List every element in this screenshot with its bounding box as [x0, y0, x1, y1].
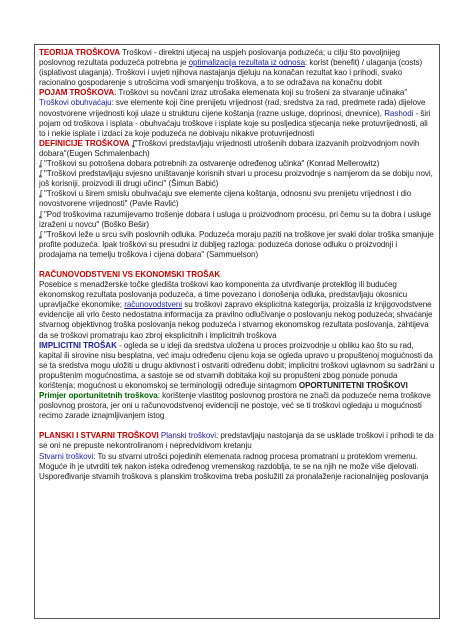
- heading-planski-stvarni: PLANSKI I STVARNI TROŠKOVI: [39, 431, 159, 441]
- body-text: - ogleda se u ideji da sredstva uložena u proces proizvodnje u obliku kao što su rad, kapital ili sirovine nisu besplatna, već imaju određenu cijenu koja se ogleda upravo u propuštenoj mogućnosti da se ta sredstva mogu uložiti u drugu aktivnost i ostvariti određenu dobit; implicitni troškovi uglavnom su sadržani u propuštenim mogućnostima, a sastoje se od stvarnih dobitaka koji su propušteni zbog ponude ponuda korištenja;: [39, 340, 435, 390]
- section-planski-stvarni: [39, 431, 435, 481]
- body-text: Troškovi - direktni utjecaj na uspjeh poslovanja poduzeća; u cilju što povoljnijeg poslovnog rezultata poduzeća potrebna je: [39, 48, 400, 68]
- heading-definicije-troskova: DEFINICIJE TROŠKOVA: [39, 138, 130, 148]
- section-teorija-troskova: [39, 48, 435, 88]
- heading-racunovodstveni-vs-ekonomski: RAČUNOVODSTVENI VS EKONOMSKI TROŠAK: [39, 269, 221, 279]
- heading-pojam-troskova: POJAM TROŠKOVA: [39, 88, 115, 98]
- highlight-term: Stvarni troškovi: [39, 451, 94, 461]
- term-oportunitetni-troskovi: OPORTUNITETNI TROŠKOVI: [298, 381, 408, 390]
- highlight-term: Planski troškovi: [158, 431, 217, 441]
- body-text: : To su stvarni utrošci pojedinih elemenata radnog procesa promatrani u proteklom vremenu. Moguće ih je utvrditi tek nakon isteka određenog vremenskog razdoblja, te se na njih ne može više djelovati. Uspoređivanje stvarnih troškova s planskim troškovima treba poslužiti za pronalaženje racionalnijeg poslovanja: [39, 451, 429, 481]
- body-text: - širi pojam od troškova i isplata - obuhvaćaju troškove i isplate koje su posljedica stjecanja neke protuvrijednosti, ali to i nekie isplate i izdaci za koje poduzeća ne dobivaju nikakve protuvrijednosti: [39, 108, 431, 138]
- highlight-term: " Troškovi obuhvaćaju: [39, 88, 408, 108]
- heading-implicitni-trosak: IMPLICITNI TROŠAK: [39, 340, 117, 350]
- body-text: mogućnost u ekonomskoj se terminologiji određuje sintagmom: [77, 381, 299, 390]
- definition-item: ʆ"Troškovi predstavljaju vrijednosti utrošenih dobara izazvanih proizvodnjom novih dobara"(Eugen Schmalenbach): [39, 138, 420, 158]
- example-label: Primjer oportunitetnih troškova: [39, 391, 158, 401]
- body-text: : Troškovi su novčani izraz utrošaka elemenata koji su trošeni za stvaranje učinaka: [114, 88, 405, 98]
- body-text: : korištenje vlastitog poslovnog prostora ne znači da poduzeće nema troškove poslovnog prostora, jer oni u računovodstvenoj evidenciji ne postoje, već se ti troškovi ogledaju u mogućnosti recimo zarade iznajmljivanjem istog: [39, 391, 431, 421]
- definition-item: ʆ "Troškovi predstavljaju svjesno uništavanje korisnih stvari u procesu proizvodnje s namjerom da se dobiju novi, još korisniji, proizvodi ili drugi učinci" (Šimun Babić): [39, 169, 433, 189]
- document-page: [34, 44, 440, 619]
- body-text: : korist (benefit) / ulaganja (costs) (isplativost ulaganja). Troškovi i uvjeti njihova nastajanja djeluju na konačan rezultat kao i prihodi, svako racionalno gospodarenje s utrošcima vodi smanjenju troškova, a to se odražava na konačnu dobit: [39, 58, 423, 88]
- definition-item: ʆ "Troškovi leže u srcu svih poslovnih odluka. Poduzeća moraju paziti na troškove jer svaki dolar troška smanjuje profite poduzeća. Ipak troškovi su presudni iz dubljeg razloga: poduzeća donose odluku o proizvodnji i prodajama na temelju troškova i cijena dobara" (Sammuelson): [39, 229, 434, 259]
- body-text: : sve elemente koji čine prenijetu vrijednost (rad, sredstva za rad, predmete rada) dijelove novostvorene vrijednosti koji ulaze u strukturu cijene koštanja (razne usluge, doprinosi, dnevnice),: [39, 98, 426, 118]
- underlined-term: optimalizacija rezultata iz odnosa: [188, 58, 305, 68]
- definition-item: ʆ "Pod troškovima razumijevamo trošenje dobara i usluga u proizvodnom procesu, pri čemu su ta dobra i usluge izraženi u novcu" (Boško Bešir): [39, 209, 432, 229]
- section-definicije-troskova: [39, 139, 435, 260]
- section-racunovodstveni-vs-ekonomski: [39, 270, 435, 421]
- definition-item: ʆ "Troškovi su potrošena dobara potrebnih za ostvarenje određenog učinka" (Konrad Mellerowitz): [39, 159, 380, 169]
- underlined-term: računovodstveni: [124, 300, 183, 310]
- highlight-term: Rashodi: [384, 108, 414, 118]
- body-text: su troškovi zapravo eksplicitna kategorija, proizašla iz knjigovodstvene evidencije ali vrlo često nedostatna informacija za pravilno odlučivanje o poslovanju nekog poduzeća; shvaćanje stvarnog objektivnog troška poslovanja nekog poduzeća i stvarnog ekonomskog rezultata poslovanja, zahtijeva da se troškovi promatraju kao zbroj eksplicitnih i implicitnih troškova: [39, 300, 433, 340]
- definition-item: ʆ "Troškovi u širem smislu obuhvaćaju sve elemente cijena koštanja, odnosnu svu prenijetu vrijednost i dio novostvorene vrijednosti" (Pavle Ravlić): [39, 189, 412, 209]
- body-text: Posebice s menadžerske točke gledišta troškovi kao komponenta za utvrđivanje protekllog ili budućeg ekonomskog rezultata poslovanja poduzeća, a time povezano i donošenja odluka, predstavljaju okosnicu upravljačke ekonomike;: [39, 280, 408, 310]
- heading-teorija-troskova: TEORIJA TROŠKOVA: [39, 48, 121, 57]
- section-pojam-troskova: [39, 88, 435, 138]
- body-text: : predstavljaju nastojanja da se usklade troškovi i prihodi te da se oni ne prepuste nekontroliranom i nepredvidivom kretanju: [39, 431, 434, 451]
